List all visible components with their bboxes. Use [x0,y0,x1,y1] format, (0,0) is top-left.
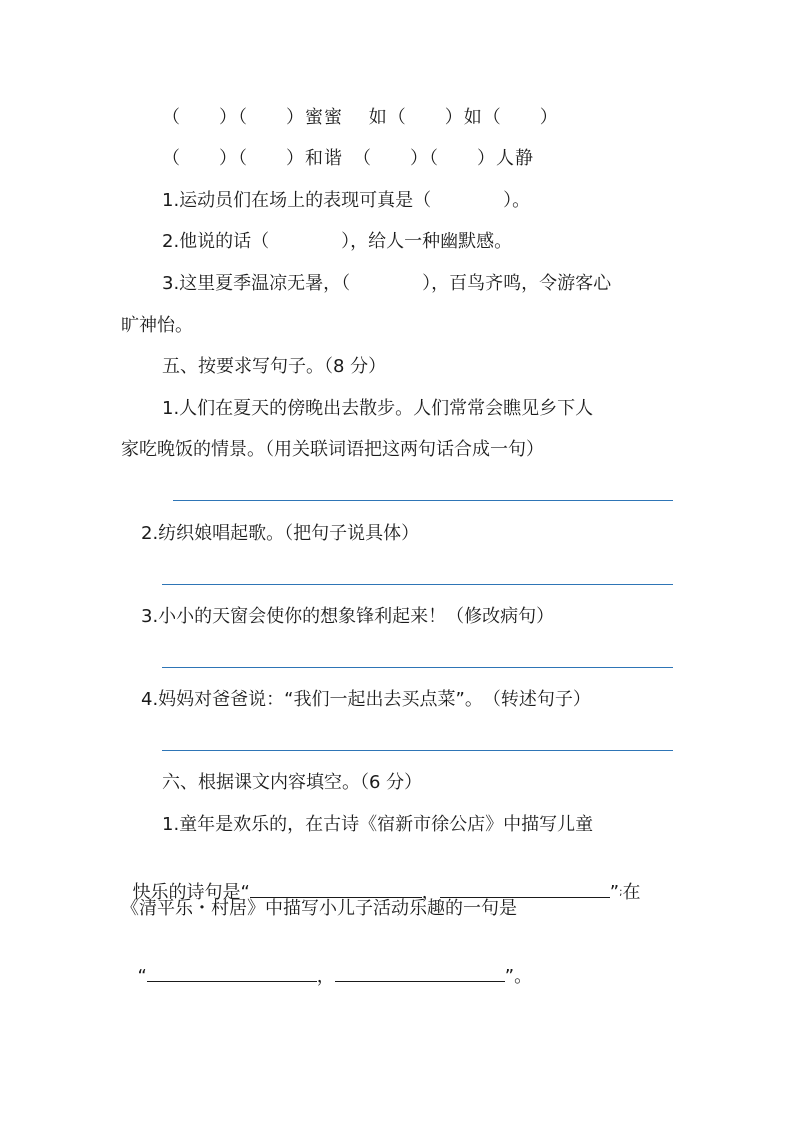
verse-blank-1[interactable] [147,963,317,982]
section-5-q1-line2: 家吃晚饭的情景。（用关联词语把这两句话合成一句） [121,439,544,460]
fill-sentence-1: 1.运动员们在场上的表现可真是（ ）。 [162,190,531,211]
answer-line-q1[interactable] [173,500,673,501]
poem-semicolon: ; [619,887,623,898]
poem-quote-open: 快乐的诗句是“ [132,882,250,903]
section-5-heading: 五、按要求写句子。（8 分） [162,356,387,377]
answer-line-q3[interactable] [162,667,673,668]
section-6-q1-line4 [126,939,532,989]
section-6-heading: 六、根据课文内容填空。（6 分） [162,772,423,793]
fill-sentence-3-cont: 旷神怡。 [121,315,193,336]
fill-words-row-2: （ ）（ ）和谐 （ ）（ ）人静 [162,148,534,169]
poem-blank-1[interactable] [250,879,422,898]
section-5-q1-line1: 1.人们在夏天的傍晚出去散步。人们常常会瞧见乡下人 [162,398,594,419]
verse-blank-2[interactable] [335,963,505,982]
answer-line-q2[interactable] [162,584,673,585]
poem-quote-close: ” [609,882,620,903]
section-5-q2: 2.纺织娘唱起歌。（把句子说具体） [141,523,420,544]
section-6-q1-line1: 1.童年是欢乐的，在古诗《宿新市徐公店》中描写儿童 [162,814,594,835]
section-5-q4: 4.妈妈对爸爸说：“我们一起出去买点菜”。 （转述句子） [141,689,591,710]
fill-words-row-1: （ ）（ ）蜜蜜 如（ ）如（ ） [162,107,559,128]
fill-sentence-3: 3.这里夏季温凉无暑，（ ），百鸟齐鸣，令游客心 [162,273,612,294]
poem-comma: ， [421,882,440,903]
poem-line2-tail: 在 [622,882,641,903]
verse-comma: ， [316,966,335,987]
poem-blank-2[interactable] [440,879,610,898]
section-5-q3: 3.小小的天窗会使你的想象锋利起来！（修改病句） [141,606,555,627]
answer-line-q4[interactable] [162,750,673,751]
verse-quote-open: “ [137,966,147,987]
verse-quote-close: ”。 [504,966,533,987]
section-6-q1-line3: 《清平乐・村居》中描写小儿子活动乐趣的一句是 [121,898,517,919]
fill-sentence-2: 2.他说的话（ ），给人一种幽默感。 [162,231,513,252]
